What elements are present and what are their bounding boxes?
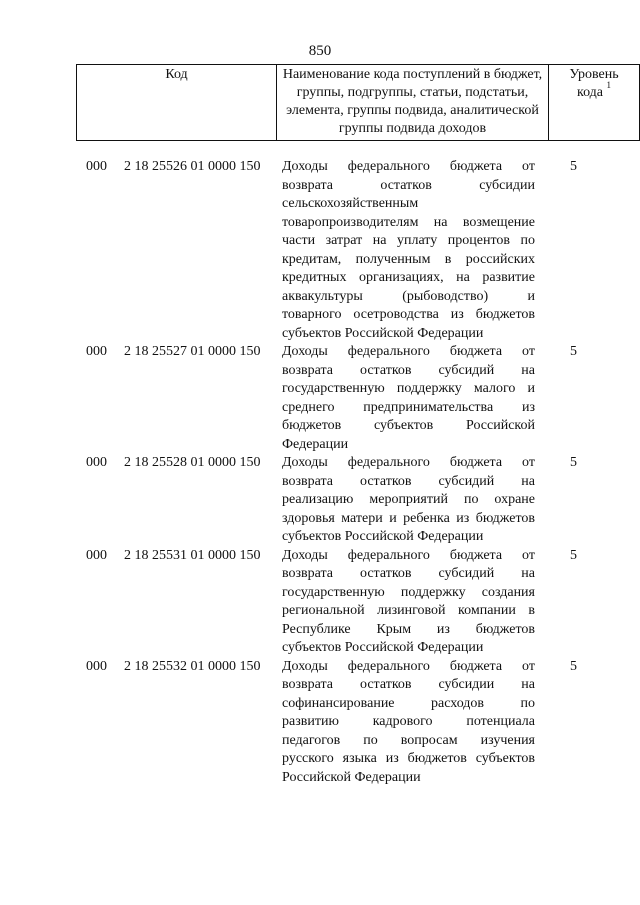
income-name-line: бюджетов субъектов Российской <box>282 418 535 433</box>
table-row <box>76 547 612 658</box>
income-name-line: Доходы федерального бюджета от <box>282 547 535 563</box>
income-name-line: товаропроизводителям на возмещение <box>282 214 535 230</box>
income-name-line: развитию кадрового потенциала <box>282 714 535 729</box>
income-name-line: Доходы федерального бюджета от <box>282 159 535 174</box>
income-name-line: Республике Крым из бюджетов <box>282 621 535 637</box>
code-level: 5 <box>570 344 577 359</box>
admin-code: 000 <box>86 344 107 359</box>
income-name-line: сельскохозяйственным <box>282 196 419 211</box>
table-row <box>76 658 612 788</box>
income-name-line: кредитных организациях, на развитие <box>282 270 535 285</box>
income-name-line: аквакультуры (рыбоводство) и <box>282 288 535 304</box>
income-code: 2 18 25527 01 0000 150 <box>124 344 261 359</box>
income-name-line: субъектов Российской Федерации <box>282 529 484 544</box>
income-name <box>280 343 535 454</box>
header-level <box>549 65 640 141</box>
income-name-line: государственную поддержку малого и <box>282 381 535 396</box>
income-name-line: Доходы федерального бюджета от <box>282 344 535 359</box>
page-number: 850 <box>308 43 332 59</box>
code-level: 5 <box>570 455 577 470</box>
income-name-line: реализацию мероприятий по охране <box>282 492 535 507</box>
income-name-line: государственную поддержку создания <box>282 584 535 600</box>
income-name <box>280 547 535 658</box>
income-name-line: Доходы федерального бюджета от <box>282 455 535 470</box>
admin-code: 000 <box>86 159 107 174</box>
admin-code: 000 <box>86 658 107 674</box>
income-name-line: педагогов по вопросам изучения <box>282 732 535 748</box>
table-body <box>76 158 612 787</box>
income-name-line: среднего предпринимательства из <box>282 399 535 415</box>
income-name-line: русского языка из бюджетов субъектов <box>282 751 535 766</box>
income-name-line: субъектов Российской Федерации <box>282 640 484 655</box>
header-row <box>77 65 640 141</box>
admin-code: 000 <box>86 455 107 470</box>
header-level-label: Уровень кода <box>569 67 619 100</box>
income-name-line: субъектов Российской Федерации <box>282 325 484 341</box>
income-name <box>280 658 535 788</box>
income-name <box>280 158 535 343</box>
table-row <box>76 158 612 343</box>
table-row <box>76 343 612 454</box>
income-name-line: возврата остатков субсидий на <box>282 566 535 581</box>
table-header <box>76 64 640 141</box>
income-code: 2 18 25528 01 0000 150 <box>124 455 261 470</box>
header-code: Код <box>77 65 277 141</box>
table-row <box>76 454 612 547</box>
income-code: 2 18 25526 01 0000 150 <box>124 159 261 174</box>
header-name: Наименование кода поступлений в бюджет, группы, подгруппы, статьи, подстатьи, элемента, группы подвида, аналитической группы подвида доходов <box>277 65 549 141</box>
income-name-line: Федерации <box>282 436 349 452</box>
income-name-line: софинансирование расходов по <box>282 695 535 711</box>
income-name-line: здоровья матери и ребенка из бюджетов <box>282 510 535 526</box>
code-level: 5 <box>570 658 577 674</box>
income-name <box>280 454 535 547</box>
income-name-line: возврата остатков субсидии <box>282 177 535 193</box>
income-name-line: части затрат на уплату процентов по <box>282 233 535 248</box>
income-name-line: Российской Федерации <box>282 769 421 785</box>
income-name-line: возврата остатков субсидии на <box>282 677 535 692</box>
income-code: 2 18 25531 01 0000 150 <box>124 547 261 563</box>
header-level-footnote: 1 <box>606 80 612 91</box>
income-name-line: кредитам, полученным в российских <box>282 251 535 267</box>
income-code: 2 18 25532 01 0000 150 <box>124 658 261 674</box>
income-name-line: товарного осетроводства из бюджетов <box>282 307 535 322</box>
code-level: 5 <box>570 547 577 563</box>
income-name-line: Доходы федерального бюджета от <box>282 658 535 674</box>
income-name-line: возврата остатков субсидий на <box>282 362 535 378</box>
income-name-line: возврата остатков субсидий на <box>282 473 535 489</box>
admin-code: 000 <box>86 547 107 563</box>
income-name-line: региональной лизинговой компании в <box>282 603 535 618</box>
code-level: 5 <box>570 159 577 174</box>
